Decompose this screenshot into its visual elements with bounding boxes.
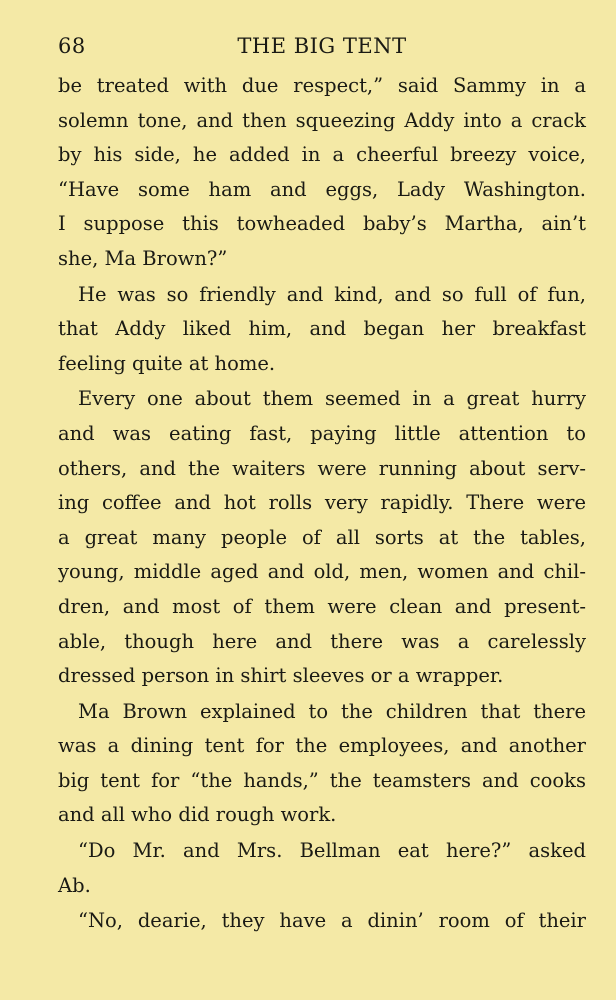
text-line: and all who did rough work.	[58, 803, 337, 827]
text-line: big tent for “the hands,” the teamsters and cooks	[58, 768, 586, 792]
text-line: dressed person in shirt sleeves or a wrapper.	[58, 664, 504, 688]
text-line: solemn tone, and then squeezing Addy into a crack	[58, 108, 586, 132]
page-number: 68	[58, 34, 86, 58]
text-line: that Addy liked him, and began her breakfast	[58, 317, 586, 341]
text-line: by his side, he added in a cheerful breezy voice,	[58, 143, 586, 167]
text-line: Ab.	[58, 873, 91, 897]
text-line: was a dining tent for the employees, and another	[58, 734, 586, 758]
text-line: Every one about them seemed in a great hurry	[78, 387, 586, 411]
text-line: Ma Brown explained to the children that there	[78, 699, 586, 723]
text-line: “Have some ham and eggs, Lady Washington.	[58, 177, 586, 201]
text-line: young, middle aged and old, men, women and chil-	[58, 560, 586, 584]
text-line: dren, and most of them were clean and present-	[58, 594, 586, 618]
text-line: she, Ma Brown?”	[58, 246, 228, 270]
text-line: I suppose this towheaded baby’s Martha, ain’t	[58, 212, 586, 236]
paragraph	[58, 69, 586, 277]
text-line: and was eating fast, paying little attention to	[58, 421, 586, 445]
paragraph	[58, 904, 586, 939]
paragraph	[58, 278, 586, 382]
text-line: others, and the waiters were running about serv-	[58, 456, 586, 480]
paragraph	[58, 382, 586, 693]
text-line: “No, dearie, they have a dinin’ room of their	[78, 909, 586, 933]
running-title: THE BIG TENT	[237, 34, 407, 58]
paragraph	[58, 695, 586, 833]
text-line: be treated with due respect,” said Sammy in a	[58, 74, 586, 97]
text-line: a great many people of all sorts at the tables,	[58, 525, 586, 549]
paragraph	[58, 834, 586, 903]
text-line: feeling quite at home.	[58, 351, 276, 375]
body-text	[58, 69, 586, 939]
text-line: ing coffee and hot rolls very rapidly. There were	[58, 491, 586, 515]
text-line: He was so friendly and kind, and so full of fun,	[78, 282, 586, 306]
page-header	[58, 34, 586, 60]
text-line: able, though here and there was a carelessly	[58, 629, 586, 653]
text-line: “Do Mr. and Mrs. Bellman eat here?” asked	[78, 839, 586, 863]
